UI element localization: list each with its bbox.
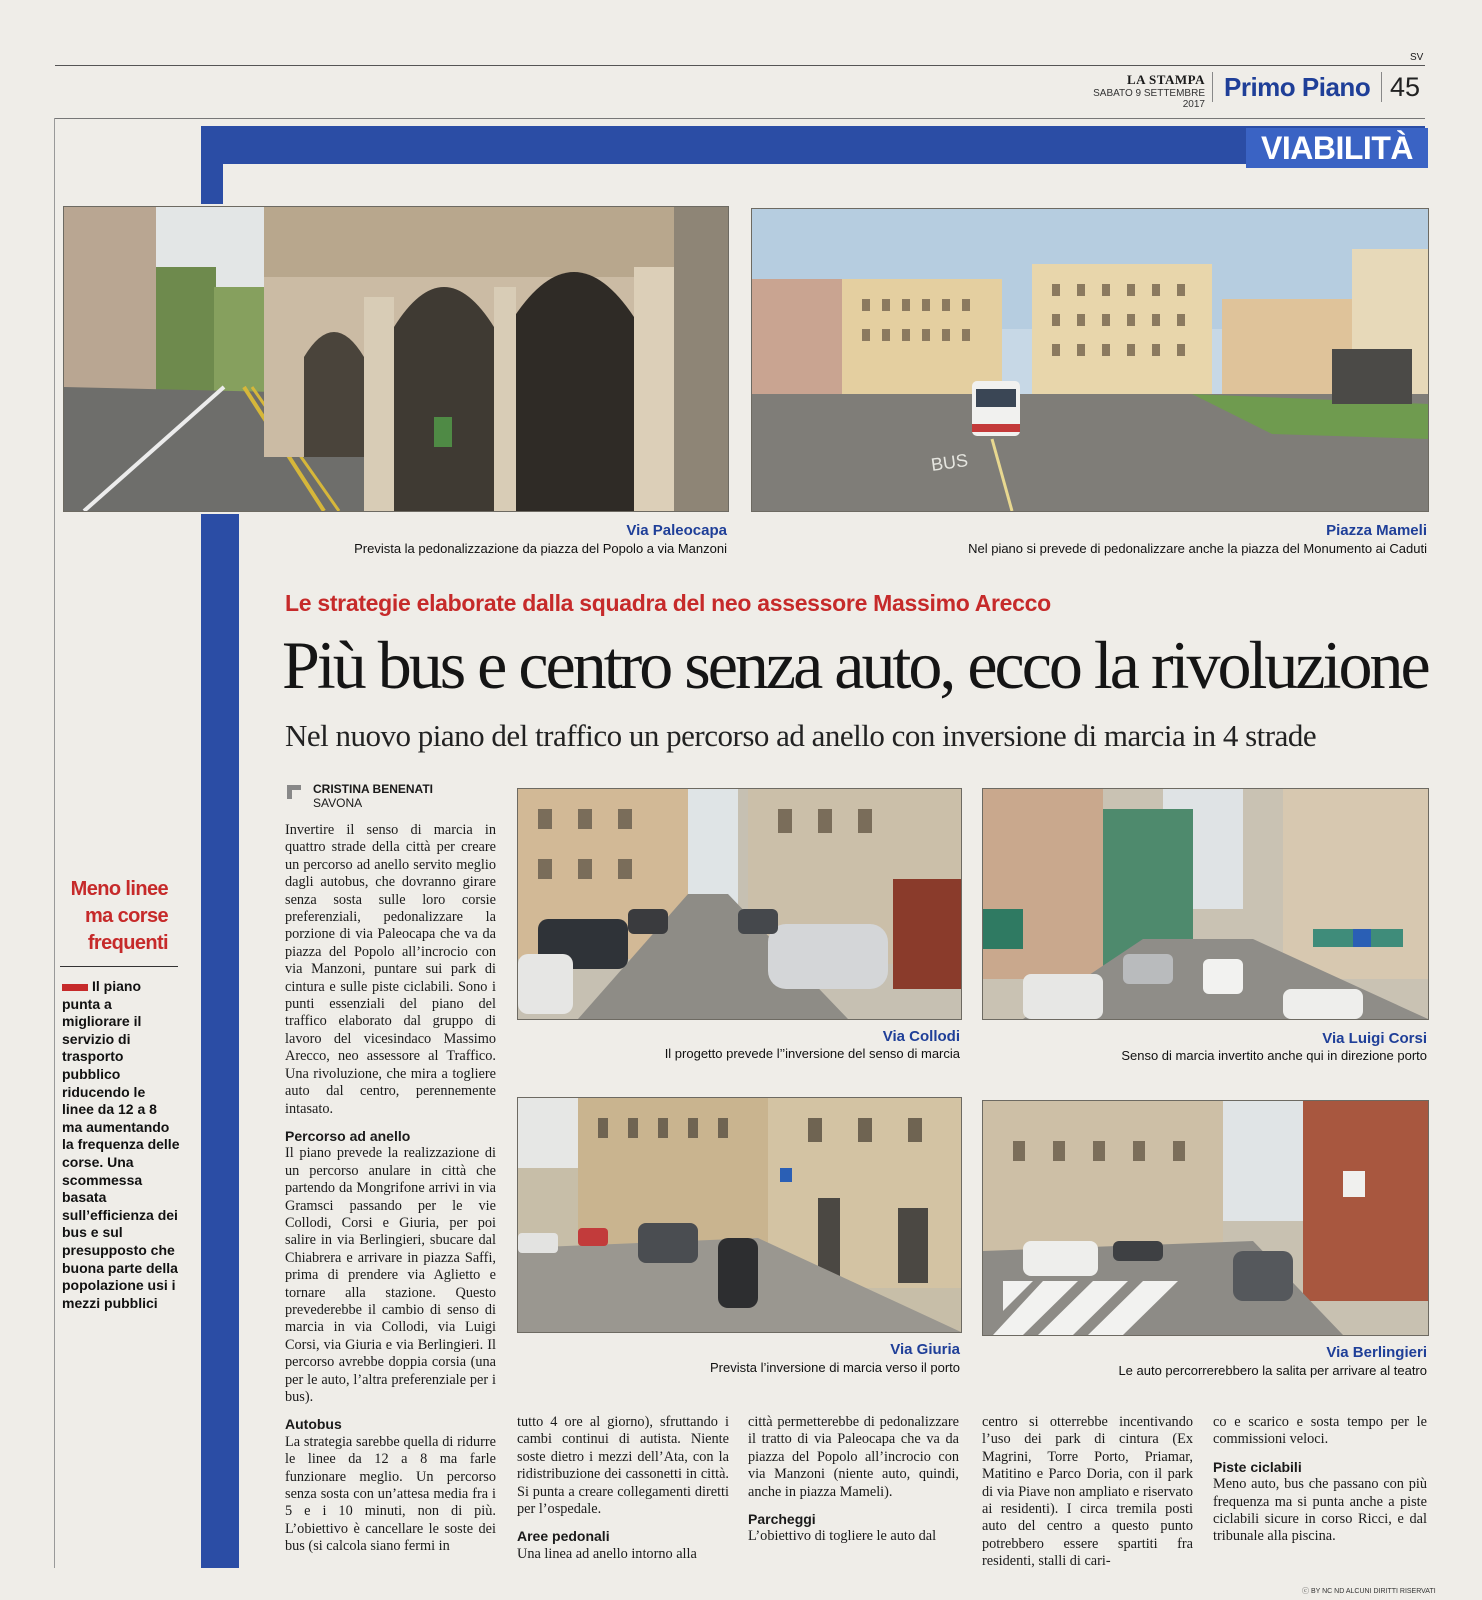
byline-mark xyxy=(287,785,301,799)
photo-piazza-mameli xyxy=(751,208,1429,512)
photo-via-berlingieri xyxy=(982,1100,1429,1336)
article-subheading: Autobus xyxy=(285,1416,342,1433)
sidebar-text: Il piano punta a migliorare il servizio di trasporto pubblico riducendo le linee da 12 a 8 ma aumentando la frequenza delle corse. Una scommessa basata sull’efficienza dei bus e sul presupposto che buona parte della popolazione usi i mezzi pubblici xyxy=(62,978,180,1311)
header-divider xyxy=(1212,72,1213,102)
article-paragraph: La strategia sarebbe quella di ridurre le linee da 12 a 8 ma farle funzionare meglio. Un percorso senza sosta con un’attesa media fra i 5 e i 10 minuti, non di più. L’obiettivo è cancellare le soste dei bus (si calcola siano fermi in xyxy=(285,1433,496,1555)
license-text: BY NC ND ALCUNI DIRITTI RISERVATI xyxy=(1310,1588,1436,1595)
article-subheading: Percorso ad anello xyxy=(285,1127,411,1144)
issue-date: SABATO 9 SETTEMBRE 2017 xyxy=(1093,88,1205,110)
author-name: CRISTINA BENENATI xyxy=(313,782,433,796)
article-column-1 xyxy=(285,822,496,1556)
photo-place-label: Via Collodi xyxy=(882,1028,960,1045)
sidebar-rule xyxy=(60,966,178,967)
road-bus-text: BUS xyxy=(929,450,970,475)
article-paragraph: Meno auto, bus che passano con più frequenza ma si punta anche a piste ciclabili sicure in corso Ricci, e dal tribunale alla piscina. xyxy=(1213,1476,1427,1545)
sidebar-marker xyxy=(62,984,88,991)
photo-caption: Prevista l’inversione di marcia verso il porto xyxy=(710,1360,960,1375)
photo-caption: Le auto percorrerebbero la salita per arrivare al teatro xyxy=(1118,1363,1427,1378)
newspaper-name: LA STAMPA xyxy=(1126,72,1205,87)
article-kicker: Le strategie elaborate dalla squadra del neo assessore Massimo Arecco xyxy=(285,590,1051,616)
article-paragraph: co e scarico e sosta tempo per le commissioni veloci. xyxy=(1213,1414,1427,1448)
page-number: 45 xyxy=(1390,72,1421,102)
photo-caption: Il progetto prevede l’’inversione del senso di marcia xyxy=(664,1046,960,1061)
photo-place-label: Via Luigi Corsi xyxy=(1322,1030,1427,1047)
blue-band xyxy=(201,514,239,1568)
license-note xyxy=(1302,1586,1436,1596)
article-column-4 xyxy=(982,1414,1193,1571)
blue-band xyxy=(201,126,1425,164)
blue-band xyxy=(201,126,223,204)
sidebar-title: Meno linee ma corse frequenti xyxy=(70,878,168,954)
photo-caption: Prevista la pedonalizzazione da piazza del Popolo a via Manzoni xyxy=(354,541,727,556)
section-title: Primo Piano xyxy=(1224,72,1371,102)
article-paragraph: tutto 4 ore al giorno), sfruttando i cambi continui di autista. Niente soste dietro i mezzi dell’Ata, con la ridistribuzione dei cassonetti in città. Si punta a creare collegamenti diretti per l’ospedale. xyxy=(517,1414,729,1518)
article-subheading: Piste ciclabili xyxy=(1213,1458,1302,1475)
article-subheading: Aree pedonali xyxy=(517,1528,610,1545)
top-rule xyxy=(55,65,1425,66)
photo-place-label: Via Giuria xyxy=(890,1341,960,1358)
header-divider xyxy=(1381,72,1382,102)
photo-place-label: Piazza Mameli xyxy=(1326,522,1427,539)
article-paragraph: città permetterebbe di pedonalizzare il tratto di via Paleocapa che va da piazza del Popolo all’incrocio con via Manzoni (niente auto, quindi, anche in piazza Mameli). xyxy=(748,1414,959,1500)
photo-place-label: Via Paleocapa xyxy=(626,522,727,539)
frame-rule xyxy=(55,118,1425,119)
dateline-city: SAVONA xyxy=(313,796,363,810)
article-paragraph: Invertire il senso di marcia in quattro strade della città per creare un percorso ad anello servito meglio dagli autobus, che dovranno girare senza sosta sulle loro corsie preferenziali, pedonalizzare la porzione di via Paleocapa che va da piazza del Popolo all’incrocio con via Manzoni, puntare sui park di cintura e sulle piste ciclabili. Sono i punti essenziali del piano del traffico elaborato dal gruppo di lavoro del vicesindaco Massimo Arecco, neo assessore al Traffico. Una rivoluzione, che mira a togliere auto dal centro, perennemente intasato. xyxy=(285,822,496,1117)
cc-icon: ⓒ xyxy=(1302,1588,1311,1595)
article-column-3 xyxy=(748,1414,959,1546)
photo-caption: Senso di marcia invertito anche qui in direzione porto xyxy=(1121,1048,1427,1063)
photo-caption: Nel piano si prevede di pedonalizzare anche la piazza del Monumento ai Caduti xyxy=(968,541,1427,556)
photo-via-giuria xyxy=(517,1097,962,1333)
sidebar-body xyxy=(62,978,180,1312)
masthead xyxy=(1080,72,1205,110)
photo-place-label: Via Berlingieri xyxy=(1326,1344,1427,1361)
article-paragraph: Una linea ad anello intorno alla xyxy=(517,1545,697,1562)
article-paragraph: L’obiettivo di togliere le auto dal xyxy=(748,1528,937,1545)
photo-via-luigi-corsi xyxy=(982,788,1429,1020)
category-tag: VIABILITÀ xyxy=(1246,128,1428,168)
article-subheading: Parcheggi xyxy=(748,1511,816,1528)
article-column-5 xyxy=(1213,1414,1427,1546)
photo-via-collodi xyxy=(517,788,962,1020)
article-subheadline: Nel nuovo piano del traffico un percorso ad anello con inversione di marcia in 4 strade xyxy=(285,718,1317,753)
frame-rule xyxy=(54,118,55,1568)
article-column-2 xyxy=(517,1414,729,1563)
edition-code: SV xyxy=(1410,52,1424,63)
article-paragraph: centro si otterrebbe incentivando l’uso dei park di cintura (Ex Magrini, Torre Porto, Priamar, Matitino e Parco Doria, con il park di via Piave non ampliato e riservato ai residenti). I circa tremila posti auto del centro a questo punto potrebbero essere spartiti fra residenti, stalli di cari- xyxy=(982,1414,1193,1570)
article-headline: Più bus e centro senza auto, ecco la rivoluzione xyxy=(282,627,1428,703)
article-paragraph: Il piano prevede la realizzazione di un percorso anulare in città che partendo da Mongrifone arrivi in via Gramsci passando per le vie Collodi, Corsi e Giuria, per poi salire in via Berlingieri, sbucare dal Chiabrera e arrivare in piazza Saffi, prima di prendere via Aglietto e tornare alla stazione. Questo prevederebbe il cambio di senso di marcia in via Collodi, via Luigi Corsi, via Giuria e via Berlingieri. Il percorso avrebbe doppia corsia (una per le auto, l’altra preferenziale per i bus). xyxy=(285,1145,496,1405)
photo-via-paleocapa xyxy=(63,206,729,512)
